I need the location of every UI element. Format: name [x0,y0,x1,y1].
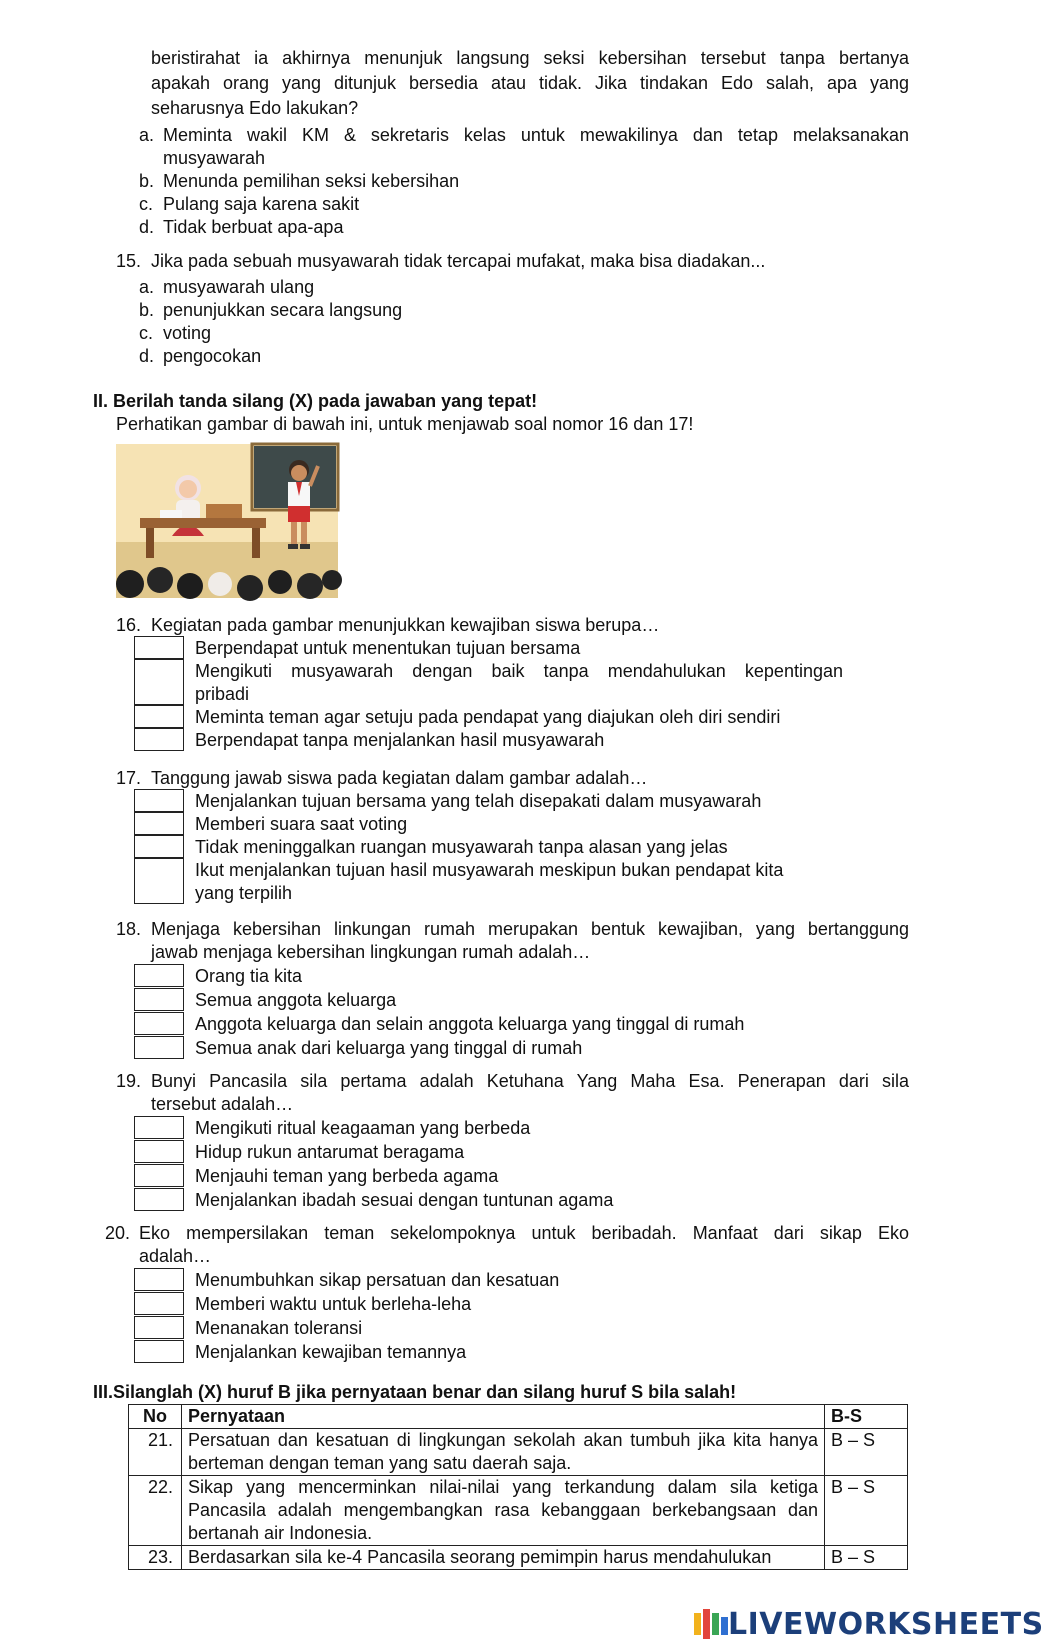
table-header-statement: Pernyataan [182,1405,825,1429]
table-row-no: 22. [129,1476,182,1546]
q14-option-c-letter: c. [139,194,154,214]
q15-option-d-letter: d. [139,346,155,366]
q14-option-c-text: Pulang saja karena sakit [163,194,360,214]
q14-option-b-letter: b. [139,171,155,191]
q17-option-3-text: Tidak meninggalkan ruangan musyawarah tanpa alasan yang jelas [195,837,728,857]
q18-option-3-checkbox[interactable] [134,1012,184,1035]
q18-option-2-text: Semua anggota keluarga [195,990,397,1010]
q16-option-1-checkbox[interactable] [134,636,184,659]
table-row-bs-choice[interactable]: B – S [825,1546,908,1570]
q16-option-4-checkbox[interactable] [134,728,184,751]
q19-option-4-text: Menjalankan ibadah sesuai dengan tuntunan agama [195,1190,614,1210]
q19-option-1-checkbox[interactable] [134,1116,184,1139]
q16-text: Kegiatan pada gambar menunjukkan kewajiban siswa berupa… [151,615,660,635]
q18-number: 18. [116,919,142,939]
q20-option-2-checkbox[interactable] [134,1292,184,1315]
q15-option-d-text: pengocokan [163,346,262,366]
table-row-statement: Persatuan dan kesatuan di lingkungan sekolah akan tumbuh jika kita hanya berteman dengan teman yang satu daerah saja. [182,1429,825,1476]
q19-option-4-checkbox[interactable] [134,1188,184,1211]
q15-option-c-letter: c. [139,323,154,343]
q20-text-1: Eko mempersilakan teman sekelompoknya untuk beribadah. Manfaat dari sikap Eko [139,1223,909,1243]
true-false-table [128,1404,908,1570]
q17-number: 17. [116,768,142,788]
q15-number: 15. [116,251,142,271]
table-row-no: 21. [129,1429,182,1476]
q18-option-4-text: Semua anak dari keluarga yang tinggal di rumah [195,1038,583,1058]
table-row [129,1546,908,1570]
section-3-heading: III.Silanglah (X) huruf B jika pernyataan benar dan silang huruf S bila salah! [93,1382,737,1402]
q14-text-line-3: seharusnya Edo lakukan? [151,98,359,118]
q19-option-3-checkbox[interactable] [134,1164,184,1187]
table-header-row [129,1405,908,1429]
table-row-no: 23. [129,1546,182,1570]
q14-option-a-text-1: Meminta wakil KM & sekretaris kelas untuk mewakilinya dan tetap melaksanakan [163,125,909,145]
liveworksheets-logo [694,1606,1044,1642]
section-2-instruction: Perhatikan gambar di bawah ini, untuk menjawab soal nomor 16 dan 17! [116,414,694,434]
q20-option-2-text: Memberi waktu untuk berleha-leha [195,1294,472,1314]
q20-option-1-checkbox[interactable] [134,1268,184,1291]
table-header-bs: B-S [825,1405,908,1429]
table-row [129,1429,908,1476]
q14-text-line-1: beristirahat ia akhirnya menunjuk langsung seksi kebersihan tersebut tanpa bertanya [151,48,909,68]
q20-option-1-text: Menumbuhkan sikap persatuan dan kesatuan [195,1270,560,1290]
q20-option-4-text: Menjalankan kewajiban temannya [195,1342,467,1362]
liveworksheets-logo-icon [694,1609,728,1639]
q15-option-c-text: voting [163,323,212,343]
section-2-heading: II. Berilah tanda silang (X) pada jawaban yang tepat! [93,391,538,411]
table-row-bs-choice[interactable]: B – S [825,1476,908,1546]
q17-option-4-text-1: Ikut menjalankan tujuan hasil musyawarah meskipun bukan pendapat kita [195,860,784,880]
liveworksheets-logo-text: LIVEWORKSHEETS [728,1606,1044,1642]
table-row-statement: Berdasarkan sila ke-4 Pancasila seorang pemimpin harus mendahulukan [182,1546,825,1570]
q14-text-line-2: apakah orang yang ditunjuk bersedia atau tidak. Jika tindakan Edo salah, apa yang [151,73,909,93]
q19-option-3-text: Menjauhi teman yang berbeda agama [195,1166,499,1186]
q17-option-4-checkbox[interactable] [134,858,184,904]
q18-text-2: jawab menjaga kebersihan lingkungan rumah adalah… [151,942,591,962]
q17-option-2-checkbox[interactable] [134,812,184,835]
q16-option-2-text-1: Mengikuti musyawarah dengan baik tanpa mendahulukan kepentingan [195,661,843,681]
q16-option-3-checkbox[interactable] [134,705,184,728]
q19-option-2-checkbox[interactable] [134,1140,184,1163]
table-row [129,1476,908,1546]
q17-option-3-checkbox[interactable] [134,835,184,858]
q19-option-2-text: Hidup rukun antarumat beragama [195,1142,465,1162]
q14-option-d-letter: d. [139,217,155,237]
q15-option-b-text: penunjukkan secara langsung [163,300,403,320]
q18-option-2-checkbox[interactable] [134,988,184,1011]
q17-option-4-text-2: yang terpilih [195,883,293,903]
q20-number: 20. [105,1223,131,1243]
q18-option-1-checkbox[interactable] [134,964,184,987]
q19-text-2: tersebut adalah… [151,1094,294,1114]
q16-option-2-checkbox[interactable] [134,659,184,705]
q16-option-1-text: Berpendapat untuk menentukan tujuan bersama [195,638,581,658]
q14-option-d-text: Tidak berbuat apa-apa [163,217,344,237]
q14-option-b-text: Menunda pemilihan seksi kebersihan [163,171,460,191]
table-row-bs-choice[interactable]: B – S [825,1429,908,1476]
q17-option-2-text: Memberi suara saat voting [195,814,408,834]
table-header-no: No [129,1405,182,1429]
q19-text-1: Bunyi Pancasila sila pertama adalah Ketuhana Yang Maha Esa. Penerapan dari sila [151,1071,909,1091]
q20-option-4-checkbox[interactable] [134,1340,184,1363]
q16-option-2-text-2: pribadi [195,684,250,704]
classroom-meeting-illustration [116,444,338,598]
q19-option-1-text: Mengikuti ritual keagaaman yang berbeda [195,1118,531,1138]
q16-option-4-text: Berpendapat tanpa menjalankan hasil musyawarah [195,730,605,750]
q17-text: Tanggung jawab siswa pada kegiatan dalam gambar adalah… [151,768,648,788]
q15-text: Jika pada sebuah musyawarah tidak tercapai mufakat, maka bisa diadakan... [151,251,766,271]
q19-number: 19. [116,1071,142,1091]
q20-option-3-checkbox[interactable] [134,1316,184,1339]
q15-option-a-text: musyawarah ulang [163,277,315,297]
q16-number: 16. [116,615,142,635]
table-row-statement: Sikap yang mencerminkan nilai-nilai yang terkandung dalam sila ketiga Pancasila adalah mengembangkan rasa kebanggaan berkebangsaan dan bertanah air Indonesia. [182,1476,825,1546]
q20-text-2: adalah… [139,1246,212,1266]
q20-option-3-text: Menanakan toleransi [195,1318,363,1338]
q18-option-4-checkbox[interactable] [134,1036,184,1059]
q17-option-1-text: Menjalankan tujuan bersama yang telah disepakati dalam musyawarah [195,791,762,811]
q17-option-1-checkbox[interactable] [134,789,184,812]
q15-option-b-letter: b. [139,300,155,320]
q18-text-1: Menjaga kebersihan linkungan rumah merupakan bentuk kewajiban, yang bertanggung [151,919,909,939]
q14-option-a-text-2: musyawarah [163,148,266,168]
q15-option-a-letter: a. [139,277,155,297]
q14-option-a-letter: a. [139,125,155,145]
q16-option-3-text: Meminta teman agar setuju pada pendapat yang diajukan oleh diri sendiri [195,707,781,727]
q18-option-3-text: Anggota keluarga dan selain anggota keluarga yang tinggal di rumah [195,1014,745,1034]
q18-option-1-text: Orang tia kita [195,966,303,986]
